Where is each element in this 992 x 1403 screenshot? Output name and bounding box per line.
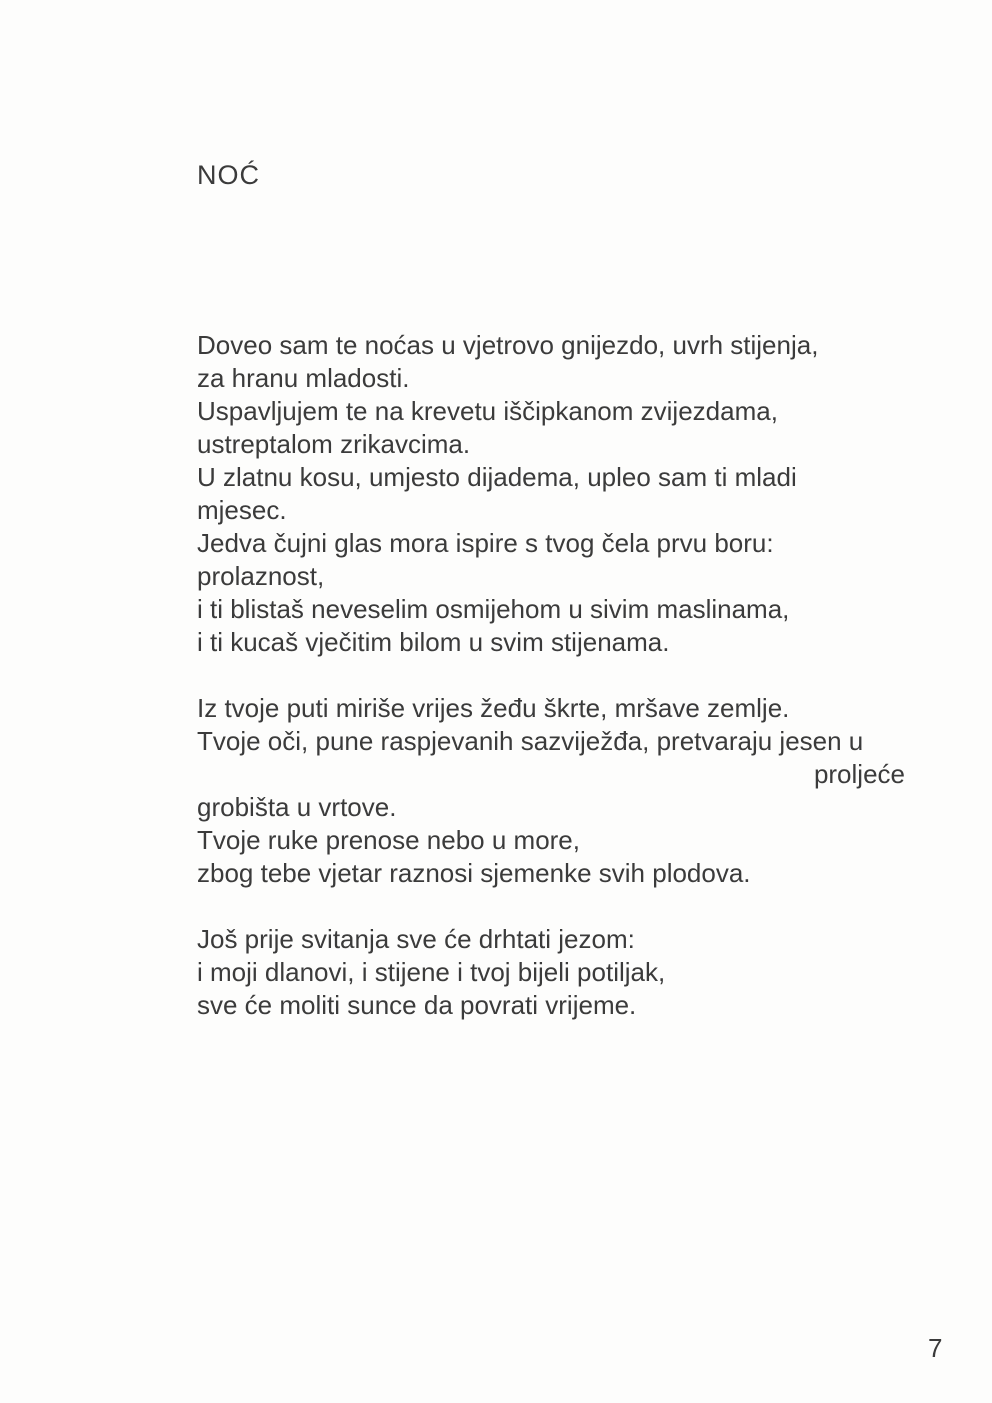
poem-line: i ti kucaš vječitim bilom u svim stijenama. [197, 627, 670, 657]
poem-line: grobišta u vrtove. [197, 792, 397, 822]
poem-title: NOĆ [197, 160, 260, 190]
poem-line: Tvoje oči, pune raspjevanih sazviježđa, pretvaraju jesen u [197, 726, 864, 756]
poem-line: Doveo sam te noćas u vjetrovo gnijezdo, uvrh stijenja, [197, 330, 819, 360]
poem-body [197, 329, 905, 1022]
poem-line: U zlatnu kosu, umjesto dijadema, upleo sam ti mladi [197, 462, 797, 492]
poem-line: prolaznost, [197, 561, 325, 591]
poem-line: Tvoje ruke prenose nebo u more, [197, 825, 580, 855]
poem-line: i moji dlanovi, i stijene i tvoj bijeli potiljak, [197, 957, 666, 987]
poem-line: proljeće [813, 759, 905, 789]
poem-line: Uspavljujem te na krevetu iščipkanom zvijezdama, [197, 396, 778, 426]
poem-line: Jedva čujni glas mora ispire s tvog čela prvu boru: [197, 528, 774, 558]
poem-line: i ti blistaš neveselim osmijehom u sivim maslinama, [197, 594, 790, 624]
poem-line: sve će moliti sunce da povrati vrijeme. [197, 990, 637, 1020]
poem-line: ustreptalom zrikavcima. [197, 429, 471, 459]
stanza-break [197, 659, 905, 692]
poem-line: Još prije svitanja sve će drhtati jezom: [197, 924, 635, 954]
poem-line: Iz tvoje puti miriše vrijes žeđu škrte, mršave zemlje. [197, 693, 790, 723]
poem-line: za hranu mladosti. [197, 363, 410, 393]
poem-line: mjesec. [197, 495, 287, 525]
poem-line: zbog tebe vjetar raznosi sjemenke svih plodova. [197, 858, 751, 888]
page-number: 7 [928, 1333, 943, 1363]
stanza-break [197, 890, 905, 923]
